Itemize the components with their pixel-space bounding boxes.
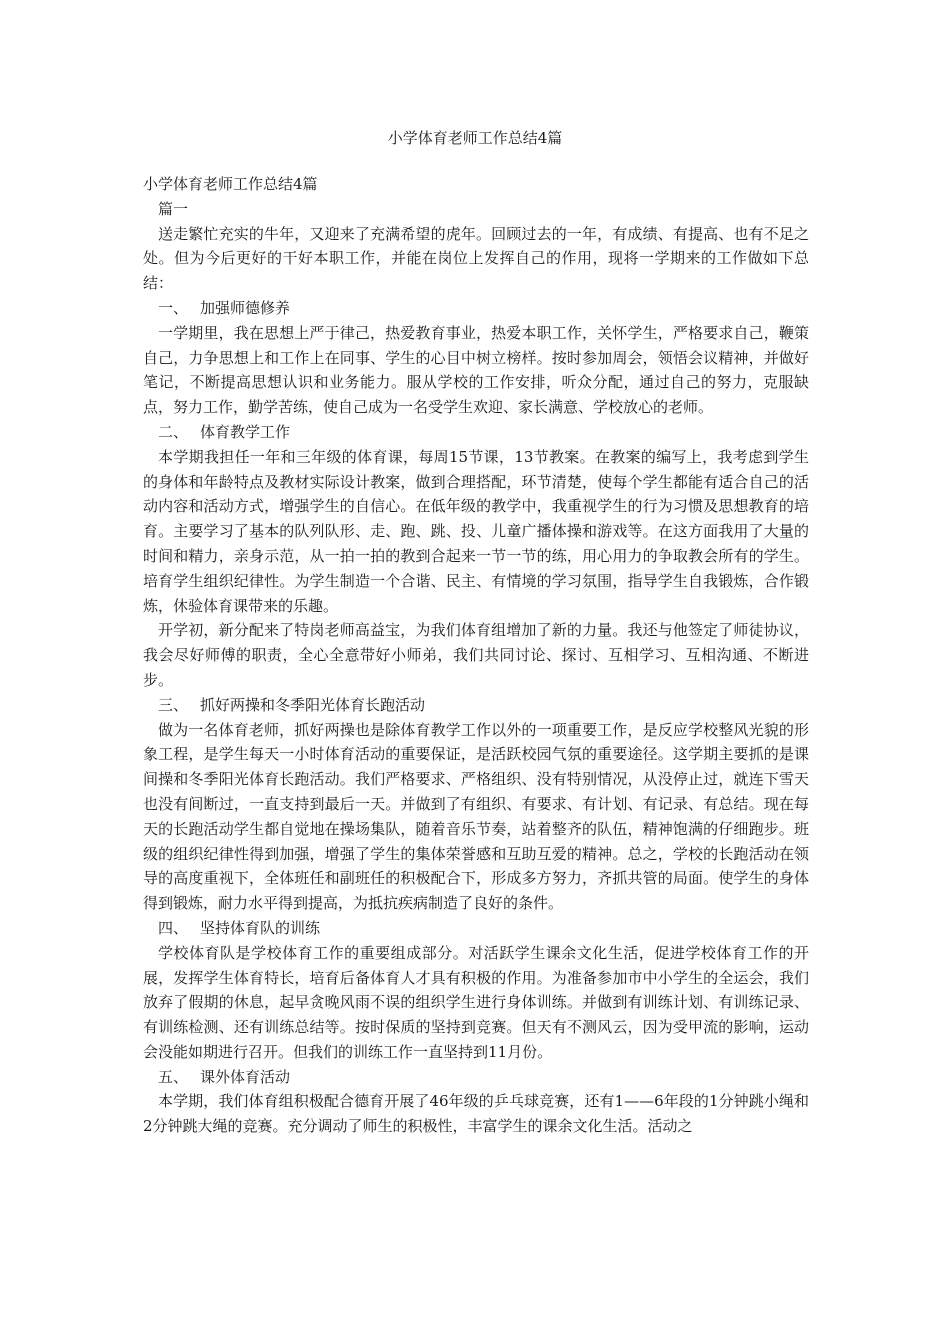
- section-heading: [143, 420, 809, 445]
- section-title: 抓好两操和冬季阳光体育长跑活动: [200, 695, 426, 714]
- section-number: 二、: [158, 422, 189, 441]
- section-title: 坚持体育队的训练: [200, 918, 321, 937]
- body-paragraph: 一学期里，我在思想上严于律己，热爱教育事业，热爱本职工作，关怀学生，严格要求自己，鞭策自己，力争思想上和工作上在同事、学生的心目中树立榜样。按时参加周会，领悟会议精神，并做好笔记，不断提高思想认识和业务能力。服从学校的工作安排，听众分配，通过自己的努力，克服缺点，努力工作，勤学苦练，使自己成为一名受学生欢迎、家长满意、学校放心的老师。: [143, 323, 809, 417]
- document-body: [143, 172, 809, 1139]
- body-paragraph: 开学初，新分配来了特岗老师高益宝，为我们体育组增加了新的力量。我还与他签定了师徒协议，我会尽好师傅的职责，全心全意带好小师弟，我们共同讨论、探讨、互相学习、互相沟通、不断进步。: [143, 621, 809, 689]
- section-title: 体育教学工作: [200, 422, 291, 441]
- section-heading: [143, 916, 809, 941]
- section-title: 课外体育活动: [200, 1067, 291, 1086]
- section-number: 一、: [158, 298, 189, 317]
- part-label: 篇一: [158, 199, 189, 218]
- body-paragraph: 本学期，我们体育组积极配合德育开展了46年级的乒乓球竞赛，还有1——6年段的1分钟跳小绳和2分钟跳大绳的竞赛。充分调动了师生的积极性，丰富学生的课余文化生活。活动之: [143, 1092, 809, 1136]
- document-subtitle: 小学体育老师工作总结4篇: [143, 175, 318, 193]
- body-paragraph: 本学期我担任一年和三年级的体育课，每周15节课，13节教案。在教案的编写上，我考虑到学生的身体和年龄特点及教材实际设计教案，做到合理搭配，环节清楚，使每个学生都能有适合自己的活动内容和活动方式，增强学生的自信心。在低年级的教学中，我重视学生的行为习惯及思想教育的培育。主要学习了基本的队列队形、走、跑、跳、投、儿童广播体操和游戏等。在这方面我用了大量的时间和精力，亲身示范，从一拍一拍的教到合起来一节一节的练，用心用力的争取教会所有的学生。培育学生组织纪律性。为学生制造一个合谐、民主、有情境的学习氛围，指导学生自我锻炼，合作锻炼，休验体育课带来的乐趣。: [143, 447, 809, 615]
- section-title: 加强师德修养: [200, 298, 291, 317]
- section-heading: [143, 693, 809, 718]
- page-title: 小学体育老师工作总结4篇: [387, 129, 563, 147]
- section-heading: [143, 296, 809, 321]
- section-number: 五、: [158, 1067, 189, 1086]
- section-number: 三、: [158, 695, 189, 714]
- section-number: 四、: [158, 918, 189, 937]
- intro-paragraph: 送走繁忙充实的牛年，又迎来了充满希望的虎年。回顾过去的一年，有成绩、有提高、也有不足之处。但为今后更好的干好本职工作，并能在岗位上发挥自己的作用，现将一学期来的工作做如下总结：: [143, 224, 809, 293]
- section-heading: [143, 1065, 809, 1090]
- body-paragraph: 学校体育队是学校体育工作的重要组成部分。对活跃学生课余文化生活，促进学校体育工作的开展，发挥学生体育特长，培育后备体育人才具有积极的作用。为准备参加市中小学生的全运会，我们放弃了假期的休息，起早贪晚风雨不误的组织学生进行身体训练。并做到有训练计划、有训练记录、有训练检测、还有训练总结等。按时保质的坚持到竞赛。但天有不测风云，因为受甲流的影响，运动会没能如期进行召开。但我们的训练工作一直坚持到11月份。: [143, 943, 809, 1061]
- body-paragraph: 做为一名体育老师，抓好两操也是除体育教学工作以外的一项重要工作，是反应学校整风光貌的形象工程，是学生每天一小时体育活动的重要保证，是活跃校园气氛的重要途径。这学期主要抓的是课间操和冬季阳光体育长跑活动。我们严格要求、严格组织、没有特别情况，从没停止过，就连下雪天也没有间断过，一直支持到最后一天。并做到了有组织、有要求、有计划、有记录、有总结。现在每天的长跑活动学生都自觉地在操场集队，随着音乐节奏，站着整齐的队伍，精神饱满的仔细跑步。班级的组织纪律性得到加强，增强了学生的集体荣誉感和互助互爱的精神。总之，学校的长跑活动在领导的高度重视下，全体班任和副班任的积极配合下，形成多方努力，齐抓共管的局面。使学生的身体得到锻炼，耐力水平得到提高，为抵抗疾病制造了良好的条件。: [143, 720, 809, 913]
